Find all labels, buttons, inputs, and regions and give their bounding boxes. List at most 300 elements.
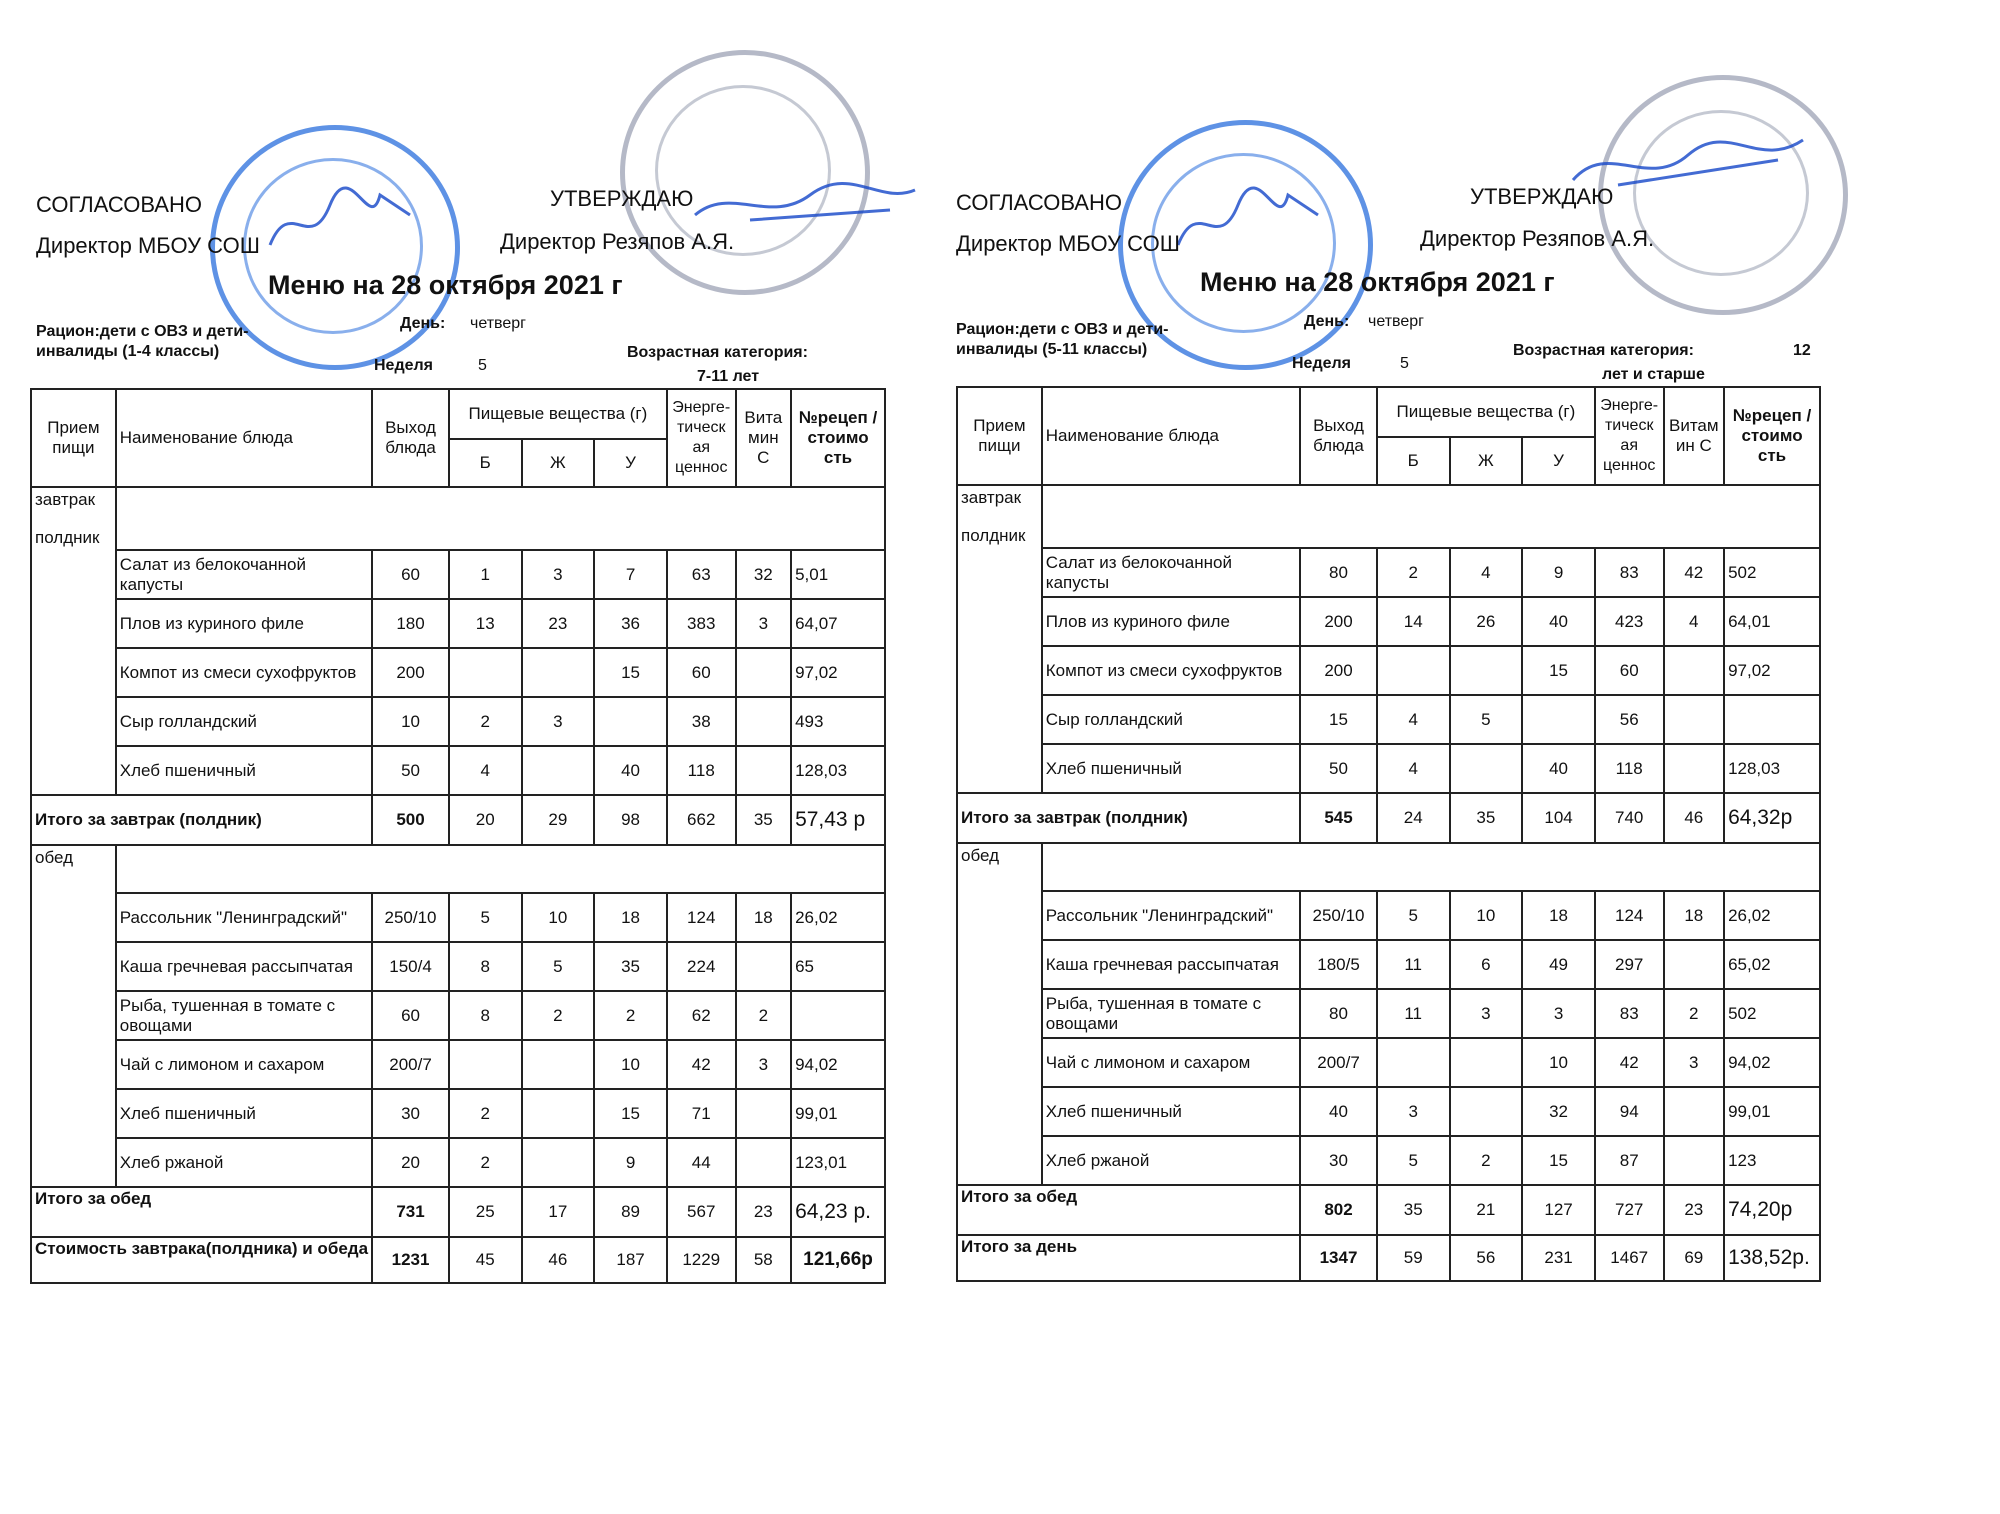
dish-vitamin-c: 3 (736, 1040, 792, 1089)
dish-proteins: 4 (1377, 695, 1450, 744)
day-value: четверг (470, 315, 526, 332)
lunch-meal-label (31, 845, 116, 893)
breakfast-label: завтрак (961, 488, 1022, 507)
dish-carbs: 36 (594, 599, 667, 648)
header-meal: Прием пищи (31, 389, 116, 487)
dish-vitamin-c (1664, 695, 1725, 744)
lunch-label: обед (961, 846, 1000, 865)
dish-row (31, 746, 885, 795)
dish-fats: 3 (522, 697, 595, 746)
dish-fats: 3 (1450, 989, 1523, 1038)
dish-recipe-cost (791, 991, 885, 1040)
dish-output: 40 (1300, 1087, 1377, 1136)
dish-proteins: 13 (449, 599, 522, 648)
grand-energy: 1467 (1595, 1235, 1664, 1281)
total-output: 802 (1300, 1185, 1377, 1235)
dish-carbs: 40 (1522, 744, 1595, 793)
total-vitamin-c: 46 (1664, 793, 1725, 843)
dish-fats: 5 (1450, 695, 1523, 744)
approve-label: УТВЕРЖДАЮ (550, 186, 694, 211)
dish-vitamin-c (736, 1089, 792, 1138)
dish-row (957, 891, 1820, 940)
dish-energy: 383 (667, 599, 736, 648)
dish-output: 150/4 (372, 942, 449, 991)
dish-vitamin-c: 32 (736, 550, 792, 599)
header-proteins: Б (449, 439, 522, 487)
dish-carbs: 9 (1522, 548, 1595, 597)
director-name: Директор Резяпов А.Я. (500, 229, 735, 254)
dish-recipe-cost: 94,02 (791, 1040, 885, 1089)
header-dish: Наименование блюда (1042, 387, 1300, 485)
dish-vitamin-c: 3 (1664, 1038, 1725, 1087)
total-fats: 29 (522, 795, 595, 845)
grand-proteins: 59 (1377, 1235, 1450, 1281)
total-output: 731 (372, 1187, 449, 1237)
total-cost: 64,32р (1724, 793, 1820, 843)
dish-energy: 83 (1595, 548, 1664, 597)
grand-vitamin-c: 69 (1664, 1235, 1725, 1281)
header-meal: Прием пищи (957, 387, 1042, 485)
total-carbs: 98 (594, 795, 667, 845)
dish-carbs: 15 (1522, 646, 1595, 695)
dish-carbs: 18 (594, 893, 667, 942)
grand-output: 1231 (372, 1237, 449, 1283)
grand-fats: 56 (1450, 1235, 1523, 1281)
dish-fats (522, 648, 595, 697)
grand-energy: 1229 (667, 1237, 736, 1283)
dish-row (957, 695, 1820, 744)
total-proteins: 20 (449, 795, 522, 845)
dish-row (957, 597, 1820, 646)
dish-fats: 4 (1450, 548, 1523, 597)
dish-row (957, 989, 1820, 1038)
dish-row (31, 893, 885, 942)
dish-name: Салат из белокочанной капусты (1042, 548, 1300, 597)
dish-carbs: 40 (594, 746, 667, 795)
dish-name: Салат из белокочанной капусты (116, 550, 372, 599)
dish-vitamin-c (1664, 1136, 1725, 1185)
age-category-value: 12 (1793, 342, 1811, 359)
dish-recipe-cost: 97,02 (1724, 646, 1820, 695)
day-label: День: (400, 315, 446, 332)
total-energy: 740 (1595, 793, 1664, 843)
dish-fats: 2 (522, 991, 595, 1040)
dish-name: Рыба, тушенная в томате с овощами (1042, 989, 1300, 1038)
dish-vitamin-c (736, 942, 792, 991)
dish-carbs: 15 (1522, 1136, 1595, 1185)
dish-name: Хлеб ржаной (116, 1138, 372, 1187)
dish-recipe-cost: 502 (1724, 548, 1820, 597)
dish-row (31, 599, 885, 648)
dish-energy: 42 (667, 1040, 736, 1089)
dish-proteins: 2 (1377, 548, 1450, 597)
dish-vitamin-c: 2 (736, 991, 792, 1040)
grand-total-label: Итого за день (957, 1235, 1300, 1281)
dish-energy: 124 (667, 893, 736, 942)
dish-vitamin-c (736, 697, 792, 746)
dish-proteins (1377, 1038, 1450, 1087)
dish-carbs: 18 (1522, 891, 1595, 940)
dish-carbs: 35 (594, 942, 667, 991)
total-energy: 662 (667, 795, 736, 845)
dish-vitamin-c (1664, 1087, 1725, 1136)
grand-fats: 46 (522, 1237, 595, 1283)
agreed-label: СОГЛАСОВАНО (36, 192, 202, 217)
dish-energy: 83 (1595, 989, 1664, 1038)
dish-row (31, 697, 885, 746)
lunch-label: обед (35, 848, 74, 867)
dish-recipe-cost: 123,01 (791, 1138, 885, 1187)
dish-recipe-cost: 64,01 (1724, 597, 1820, 646)
dish-fats: 2 (1450, 1136, 1523, 1185)
director-school: Директор МБОУ СОШ (36, 233, 260, 258)
header-energy: Энерге-тическ ая ценнос (667, 389, 736, 487)
header-carbs: У (1522, 437, 1595, 485)
dish-fats (1450, 1087, 1523, 1136)
dish-output: 50 (372, 746, 449, 795)
week-label: Неделя (1292, 355, 1352, 372)
breakfast-meal-label (957, 485, 1042, 548)
dish-proteins: 2 (449, 1138, 522, 1187)
header-nutrients: Пищевые вещества (г) (449, 389, 667, 439)
dish-vitamin-c (736, 1138, 792, 1187)
dish-recipe-cost: 128,03 (791, 746, 885, 795)
total-proteins: 25 (449, 1187, 522, 1237)
dish-proteins (1377, 646, 1450, 695)
dish-fats (522, 746, 595, 795)
total-energy: 567 (667, 1187, 736, 1237)
signature-mark (1168, 175, 1328, 265)
dish-output: 200 (1300, 597, 1377, 646)
dish-carbs: 10 (594, 1040, 667, 1089)
lunch-total-label: Итого за обед (957, 1185, 1300, 1235)
grand-vitamin-c: 58 (736, 1237, 792, 1283)
breakfast-label: завтрак (35, 490, 96, 509)
menu-title: Меню на 28 октября 2021 г (1200, 267, 1555, 297)
menu-table (956, 386, 1821, 1282)
dish-energy: 38 (667, 697, 736, 746)
dish-recipe-cost: 99,01 (791, 1089, 885, 1138)
dish-energy: 118 (1595, 744, 1664, 793)
director-name: Директор Резяпов А.Я. (1420, 226, 1655, 251)
menu-document-left (30, 0, 970, 1300)
grand-cost: 138,52р. (1724, 1235, 1820, 1281)
dish-name: Плов из куриного филе (1042, 597, 1300, 646)
grand-carbs: 231 (1522, 1235, 1595, 1281)
age-category-value: 7-11 лет (697, 368, 760, 385)
dish-energy: 60 (1595, 646, 1664, 695)
total-carbs: 89 (594, 1187, 667, 1237)
header-output: Выход блюда (1300, 387, 1377, 485)
total-fats: 21 (1450, 1185, 1523, 1235)
dish-row (31, 550, 885, 599)
dish-energy: 56 (1595, 695, 1664, 744)
dish-recipe-cost: 99,01 (1724, 1087, 1820, 1136)
age-category-label: Возрастная категория: (1513, 342, 1694, 359)
dish-name: Каша гречневая рассыпчатая (116, 942, 372, 991)
dish-proteins: 4 (449, 746, 522, 795)
dish-fats (1450, 744, 1523, 793)
dish-recipe-cost: 5,01 (791, 550, 885, 599)
dish-energy: 71 (667, 1089, 736, 1138)
dish-row (957, 646, 1820, 695)
dish-vitamin-c: 42 (1664, 548, 1725, 597)
dish-carbs: 9 (594, 1138, 667, 1187)
breakfast-meal-label (31, 487, 116, 550)
dish-fats: 3 (522, 550, 595, 599)
dish-name: Чай с лимоном и сахаром (1042, 1038, 1300, 1087)
total-cost: 64,23 р. (791, 1187, 885, 1237)
dish-vitamin-c (736, 648, 792, 697)
total-output: 545 (1300, 793, 1377, 843)
menu-table (30, 388, 886, 1284)
dish-output: 180/5 (1300, 940, 1377, 989)
total-proteins: 24 (1377, 793, 1450, 843)
dish-name: Компот из смеси сухофруктов (1042, 646, 1300, 695)
dish-proteins: 1 (449, 550, 522, 599)
week-value: 5 (478, 357, 487, 374)
lunch-total-label: Итого за обед (31, 1187, 372, 1237)
dish-recipe-cost: 26,02 (791, 893, 885, 942)
dish-row (31, 991, 885, 1040)
week-value: 5 (1400, 355, 1409, 372)
dish-output: 200/7 (372, 1040, 449, 1089)
dish-fats (522, 1138, 595, 1187)
dish-output: 30 (1300, 1136, 1377, 1185)
dish-recipe-cost: 26,02 (1724, 891, 1820, 940)
dish-row (31, 648, 885, 697)
total-vitamin-c: 35 (736, 795, 792, 845)
dish-recipe-cost: 65,02 (1724, 940, 1820, 989)
dish-row (31, 942, 885, 991)
dish-recipe-cost: 97,02 (791, 648, 885, 697)
dish-fats: 6 (1450, 940, 1523, 989)
header-recipe: №рецеп /стоимо сть (791, 389, 885, 487)
dish-energy: 62 (667, 991, 736, 1040)
header-vitamin-c: Вита мин С (736, 389, 792, 487)
dish-name: Рассольник "Ленинградский" (1042, 891, 1300, 940)
approve-label: УТВЕРЖДАЮ (1470, 184, 1614, 209)
dish-carbs: 32 (1522, 1087, 1595, 1136)
breakfast-sublabel: полдник (35, 528, 100, 547)
header-recipe: №рецеп /стоимо сть (1724, 387, 1820, 485)
dish-row (957, 1087, 1820, 1136)
menu-document-right (948, 0, 1888, 1300)
dish-vitamin-c (1664, 744, 1725, 793)
dish-output: 200 (372, 648, 449, 697)
dish-carbs (594, 697, 667, 746)
total-cost: 57,43 р (791, 795, 885, 845)
dish-proteins (449, 1040, 522, 1089)
dish-vitamin-c: 18 (1664, 891, 1725, 940)
ration-label: Рацион:дети с ОВЗ и дети-инвалиды (1-4 классы) (36, 323, 249, 360)
total-carbs: 127 (1522, 1185, 1595, 1235)
day-label: День: (1304, 313, 1350, 330)
dish-fats (522, 1089, 595, 1138)
dish-name: Рыба, тушенная в томате с овощами (116, 991, 372, 1040)
dish-vitamin-c: 18 (736, 893, 792, 942)
dish-carbs: 7 (594, 550, 667, 599)
menu-title: Меню на 28 октября 2021 г (268, 270, 623, 300)
dish-name: Компот из смеси сухофруктов (116, 648, 372, 697)
dish-carbs: 3 (1522, 989, 1595, 1038)
dish-energy: 297 (1595, 940, 1664, 989)
dish-output: 200 (1300, 646, 1377, 695)
dish-output: 80 (1300, 548, 1377, 597)
header-carbs: У (594, 439, 667, 487)
dish-vitamin-c: 3 (736, 599, 792, 648)
grand-cost: 121,66р (791, 1237, 885, 1283)
dish-fats: 26 (1450, 597, 1523, 646)
dish-carbs: 10 (1522, 1038, 1595, 1087)
dish-output: 60 (372, 550, 449, 599)
dish-output: 15 (1300, 695, 1377, 744)
dish-name: Хлеб пшеничный (1042, 1087, 1300, 1136)
dish-proteins (449, 648, 522, 697)
dish-recipe-cost: 64,07 (791, 599, 885, 648)
dish-proteins: 11 (1377, 940, 1450, 989)
dish-proteins: 14 (1377, 597, 1450, 646)
dish-proteins: 4 (1377, 744, 1450, 793)
dish-name: Рассольник "Ленинградский" (116, 893, 372, 942)
dish-proteins: 11 (1377, 989, 1450, 1038)
grand-output: 1347 (1300, 1235, 1377, 1281)
agreed-label: СОГЛАСОВАНО (956, 190, 1122, 215)
dish-output: 80 (1300, 989, 1377, 1038)
dish-vitamin-c (736, 746, 792, 795)
header-energy: Энерге-тическ ая ценнос (1595, 387, 1664, 485)
dish-output: 200/7 (1300, 1038, 1377, 1087)
dish-recipe-cost: 493 (791, 697, 885, 746)
dish-output: 10 (372, 697, 449, 746)
total-energy: 727 (1595, 1185, 1664, 1235)
dish-fats: 10 (522, 893, 595, 942)
dish-row (31, 1138, 885, 1187)
signature-mark (260, 175, 420, 265)
total-fats: 17 (522, 1187, 595, 1237)
dish-row (31, 1089, 885, 1138)
total-carbs: 104 (1522, 793, 1595, 843)
dish-carbs: 49 (1522, 940, 1595, 989)
dish-carbs: 15 (594, 1089, 667, 1138)
dish-name: Плов из куриного филе (116, 599, 372, 648)
dish-name: Сыр голландский (116, 697, 372, 746)
grand-proteins: 45 (449, 1237, 522, 1283)
round-seal-stamp (1598, 75, 1848, 315)
header-fats: Ж (1450, 437, 1523, 485)
grand-carbs: 187 (594, 1237, 667, 1283)
header-dish: Наименование блюда (116, 389, 372, 487)
dish-output: 250/10 (372, 893, 449, 942)
dish-proteins: 5 (1377, 891, 1450, 940)
header-proteins: Б (1377, 437, 1450, 485)
dish-proteins: 2 (449, 1089, 522, 1138)
dish-carbs: 40 (1522, 597, 1595, 646)
total-fats: 35 (1450, 793, 1523, 843)
dish-output: 20 (372, 1138, 449, 1187)
dish-name: Сыр голландский (1042, 695, 1300, 744)
dish-recipe-cost: 502 (1724, 989, 1820, 1038)
dish-vitamin-c: 4 (1664, 597, 1725, 646)
dish-fats: 23 (522, 599, 595, 648)
dish-recipe-cost (1724, 695, 1820, 744)
dish-carbs: 2 (594, 991, 667, 1040)
dish-carbs (1522, 695, 1595, 744)
dish-name: Хлеб пшеничный (116, 1089, 372, 1138)
dish-recipe-cost: 94,02 (1724, 1038, 1820, 1087)
dish-fats (1450, 646, 1523, 695)
breakfast-total-label: Итого за завтрак (полдник) (957, 793, 1300, 843)
round-seal-stamp (620, 50, 870, 295)
dish-proteins: 8 (449, 942, 522, 991)
dish-row (957, 940, 1820, 989)
dish-vitamin-c: 2 (1664, 989, 1725, 1038)
total-output: 500 (372, 795, 449, 845)
dish-row (957, 548, 1820, 597)
dish-fats (522, 1040, 595, 1089)
dish-proteins: 5 (1377, 1136, 1450, 1185)
dish-vitamin-c (1664, 940, 1725, 989)
header-fats: Ж (522, 439, 595, 487)
dish-energy: 63 (667, 550, 736, 599)
grand-total-label: Стоимость завтрака(полдника) и обеда (31, 1237, 372, 1283)
dish-output: 50 (1300, 744, 1377, 793)
dish-proteins: 5 (449, 893, 522, 942)
breakfast-sublabel: полдник (961, 526, 1026, 545)
total-proteins: 35 (1377, 1185, 1450, 1235)
dish-name: Каша гречневая рассыпчатая (1042, 940, 1300, 989)
dish-proteins: 3 (1377, 1087, 1450, 1136)
dish-energy: 423 (1595, 597, 1664, 646)
lunch-meal-label (957, 843, 1042, 891)
header-output: Выход блюда (372, 389, 449, 487)
dish-row (957, 744, 1820, 793)
dish-recipe-cost: 65 (791, 942, 885, 991)
dish-recipe-cost: 128,03 (1724, 744, 1820, 793)
dish-recipe-cost: 123 (1724, 1136, 1820, 1185)
total-vitamin-c: 23 (736, 1187, 792, 1237)
total-cost: 74,20р (1724, 1185, 1820, 1235)
dish-row (957, 1136, 1820, 1185)
dish-energy: 94 (1595, 1087, 1664, 1136)
dish-vitamin-c (1664, 646, 1725, 695)
age-category-suffix: лет и старше (1602, 366, 1705, 383)
dish-output: 60 (372, 991, 449, 1040)
dish-energy: 60 (667, 648, 736, 697)
breakfast-total-label: Итого за завтрак (полдник) (31, 795, 372, 845)
age-category-label: Возрастная категория: (627, 344, 808, 361)
dish-energy: 224 (667, 942, 736, 991)
week-label: Неделя (374, 357, 434, 374)
dish-row (31, 1040, 885, 1089)
dish-fats: 5 (522, 942, 595, 991)
dish-proteins: 8 (449, 991, 522, 1040)
dish-fats (1450, 1038, 1523, 1087)
dish-name: Чай с лимоном и сахаром (116, 1040, 372, 1089)
dish-energy: 118 (667, 746, 736, 795)
day-value: четверг (1368, 313, 1424, 330)
ration-label: Рацион:дети с ОВЗ и дети-инвалиды (5-11 классы) (956, 321, 1169, 358)
header-nutrients: Пищевые вещества (г) (1377, 387, 1595, 437)
director-school: Директор МБОУ СОШ (956, 231, 1180, 256)
dish-output: 250/10 (1300, 891, 1377, 940)
dish-name: Хлеб пшеничный (116, 746, 372, 795)
dish-name: Хлеб пшеничный (1042, 744, 1300, 793)
dish-carbs: 15 (594, 648, 667, 697)
dish-output: 180 (372, 599, 449, 648)
total-vitamin-c: 23 (1664, 1185, 1725, 1235)
dish-energy: 44 (667, 1138, 736, 1187)
